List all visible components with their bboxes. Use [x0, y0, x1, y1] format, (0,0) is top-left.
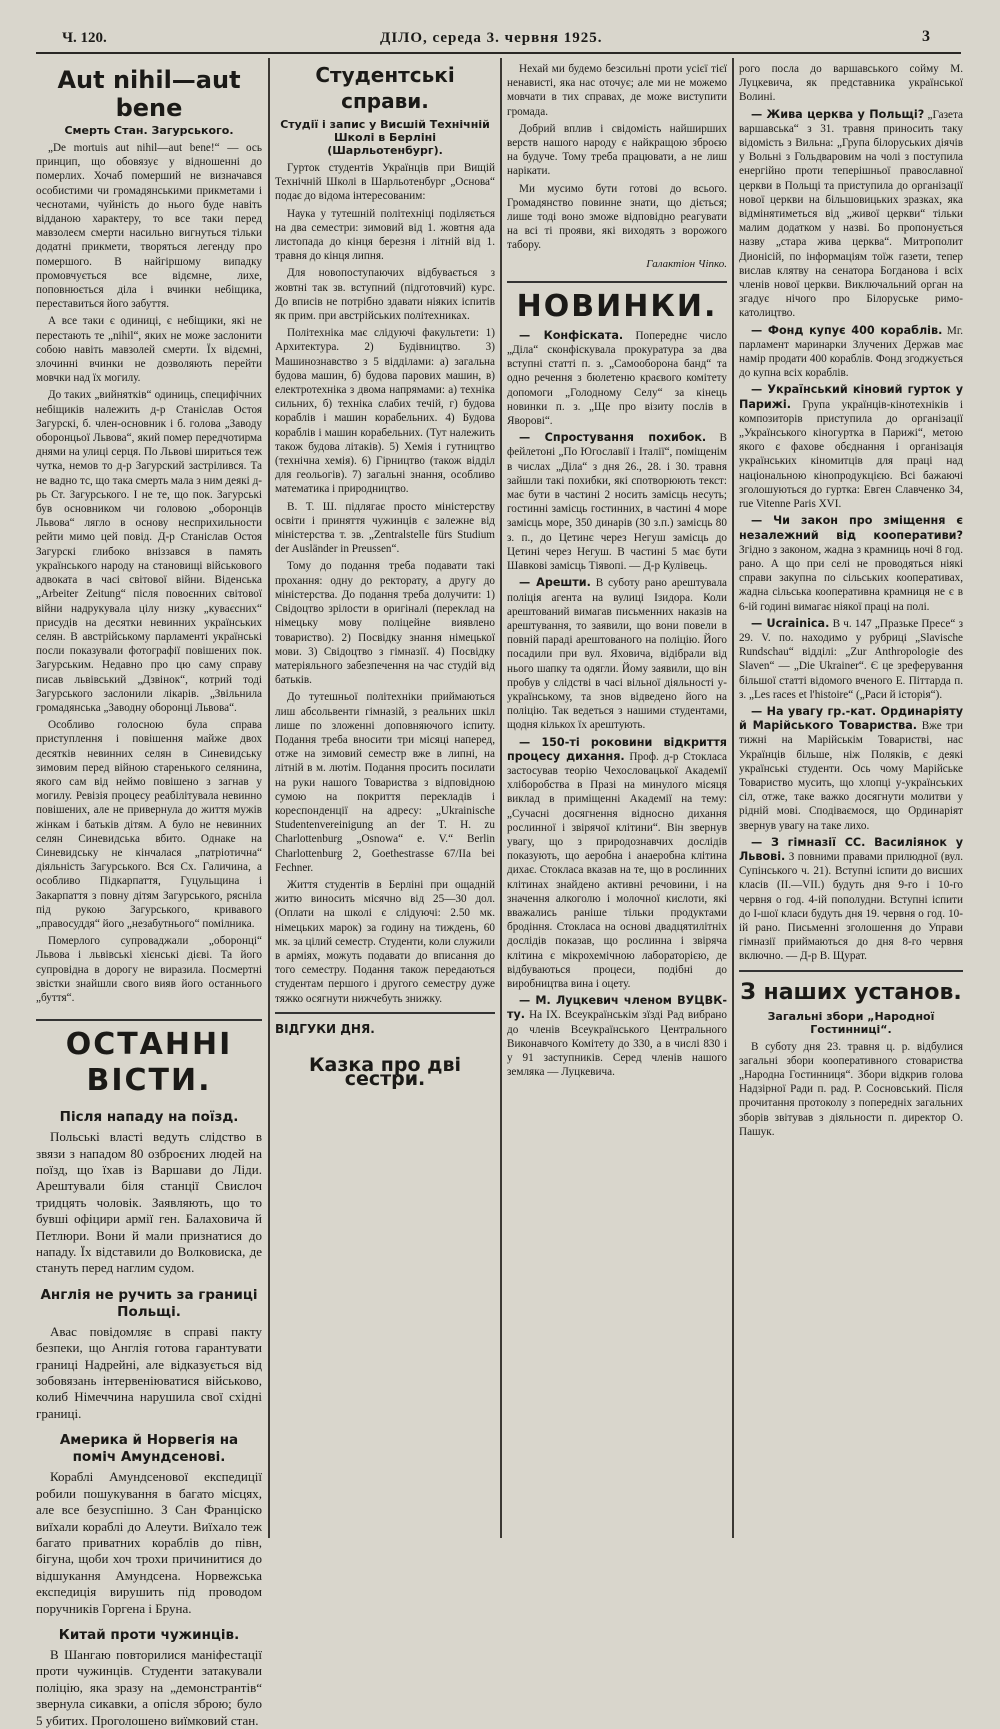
paragraph: Наука у тутешній політехніці поділяється на два семестри: зимовий від 1. жовтня ада листопада до кінця березня і літній від 1. травня до кінця липня.: [275, 207, 495, 263]
news-item: [739, 108, 963, 321]
news-item: [739, 324, 963, 381]
article-body: [275, 161, 495, 1006]
news-lead: — Чи закон про зміщення є незалежний від кооперативи?: [739, 514, 963, 542]
article-title: Aut nihil—aut bene: [57, 66, 241, 122]
news-item: [507, 576, 727, 732]
news-lead: — М. Луцкевич членом ВУЦВК-ту.: [507, 994, 727, 1022]
column-4: [739, 62, 963, 1558]
paragraph: Гурток студентів Українців при Вищій Технічній Школі в Шарльотенбург „Основа“ подає до відома інтересованим:: [275, 162, 495, 203]
news-item: [507, 329, 727, 428]
fairy-tale-title: Казка про дві сестри.: [309, 1053, 461, 1091]
news-text: „Газета варшавська“ з 31. травня приносить таку відомість з Вильна: „Група білоруських діячів у Вольні з Гольдваровим на чолі з поступила енергійно проти теперішньої православної церкви в Польщі та приступила до організації нової церкви на більшовицьких зразках, яка відмінятиметься від „живої церкви“ тільки малим додатком у назві. Бо пропонується назву „стара жива церква“. Митрополит Дионісій, по інформаціям тоїж газети, тепер вислав клятву на сенатора Богданова і всіх членів нової церкви. Виключальний орган на згадує нічого про Білоруське римо-католицтво.: [739, 108, 964, 320]
news-items: [507, 329, 727, 1080]
news-lead: — З гімназії СС. Василіянок у Львові.: [739, 835, 963, 863]
paragraph: Особливо голосною була справа приступлення і повішення майже двох десятків невинних селян в Синевидську зимовим перед війною старенького селянина, якого сам від неймо повішено з загнав у могилу. Ревізія процесу реабілітувала невинно повішених, але не привернула до життя мужів жінкам і батьків дітям. А було не невинних селян Синевидська вбито. Однаке на Синевидську не кінчалася „патріотична“ діяльність Загурського. Вся Сх. Галичина, а особливо Підкарпаття, Гуцульщина і Закарпаття з повну дітям Загурського, рясніла під рукою Загурського, кривавого „правосуддя“ його „незабутнього“ помілника.: [36, 719, 262, 930]
responses-heading: ВІДГУКИ ДНЯ.: [275, 1021, 375, 1036]
divider: [275, 1012, 495, 1014]
author-signature: Галактіон Чіпко.: [646, 257, 727, 270]
paragraph: До таких „вийнятків“ одиниць, специфічних небіщиків належить д-р Станіслав Остоя Загурскі, б. член-основник і б. голова „Заводу оборонцьої Львова“, який помер передчотирма днями на улиці серця. По Львові шириться теж чутка, немов то д-р Загурский застрілився. Та не вадно тс, що така смерть мала з ним деякі д-рь Ст. Загурського. І не те, що пок. Загурські був основником чи головою „оборонців Львова“ лягло в основу несприхильности рейти мимо цей повід. Д-р Станіслав Остоя Загурскі глибоко вніззався в память українського народу на становищі військового адвоката в часі світової війни. Віденська „Arbeiter Zeitung“ після повоєнних світової війни надрукувала цілу низку „куваєсних“ присудів на десятки невинних українських селян. В австрійському парламенті українські посли показували фотографії повішених пок. Загурським. Недавно про цю саму справу писав львівський „Дзвінок“, котрий тоді Загурського заслонили лікарів. „Звільнила громадянська „Заводну оборонці Львова“.: [36, 389, 262, 714]
column-2: [275, 62, 495, 1558]
news-headline: Китай проти чужинців.: [58, 1626, 240, 1643]
column-divider: [500, 58, 502, 1538]
news-lead: — Ucrainica.: [751, 616, 830, 630]
continuation-text: рого посла до варшавського сойму М. Луцкевича, як представника української Волині.: [739, 63, 963, 104]
article-subtitle: Смерть Стан. Загурського.: [64, 124, 234, 137]
news-item: [507, 431, 727, 573]
paragraph: Життя студентів в Берліні при ощадній житю виносить місячно від 25—30 дол. (Оплати на школі є слідуючі: 2.50 мк. німецьких марок) за годину на тиждень, 60 мк. за цілий семестр. Студенти, коли служили в арміях, можуть подавати до вписання до того семестру. Подання також передаються студентам першого і другого семестру дуже тяжко осягнути нижчебуть знижку.: [275, 878, 495, 1005]
divider: [739, 970, 963, 972]
paragraph: Політехніка має слідуючі факультети: 1) Архитектура. 2) Будівництво. 3) Машинознавство з 5 відділами: а) загальна будова машин, б) будова парових машин, в) електротехніка з двома напрямами: а) техніка сильних, б) техніка слабих течій, г) будова кораблів і машин корабельних. 4) Будова кораблів і машин корабельних. (Тут належить також будова літаків). 5) Хемія і гутництво (технічна хемія). 6) Гірництво (також відділ для геольогів). 7) загальні знання, особливо математика і природництво.: [275, 327, 495, 496]
issue-number: Ч. 120.: [62, 30, 107, 46]
page-number: 3: [922, 28, 930, 45]
paragraph: А все таки є одиниці, є небіщики, які не перестають те „nihil“, яких не може заслонити собою навіть мавзолей смерти. Їх відємні, злочинні вчинки не дозволяють перейти мовчки над їх могилу.: [36, 315, 262, 385]
paragraph: Нехай ми будемо безсильні проти усієї тієї ненависті, яка нас оточує; але ми не можемо мовчати в тих справах, де може виступити громада.: [507, 63, 727, 118]
news-lead: — Жива церква у Польщі?: [751, 107, 925, 121]
news-text: В фейлетоні „По Югославії і Італії“, поміщенім в числах „Діла“ з дня 26., 28. і 30. травня зайшли такі похибки, які спотворюють текст: має бути в частині 2 носить замісць несуть; гостинні замісць гостинних, в частині 4 море замісць море, 350 динарів (30 з.п.) замісць 80 з. п., до Цетинє через Негуш замісць до Цетині через Негуш. В частині 5 має бути Шавкові замісць Тіявопі. — Д-р Кулівець.: [507, 432, 727, 573]
news-text: В Шангаю повторилися маніфестації проти чужинців. Студенти затакували поліцію, яка зразу на „демонстрантів“ звернула сикавки, а опісля зброю; було 5 убитих. Проголошено виїмковий стан.: [36, 1646, 262, 1728]
column-divider: [268, 58, 270, 1538]
news-text: Проф. д-р Стокласа застосував теорію Чехословацької Академії хліборобства в Празі на минулого місяця виклад в приміщенні Академії на тему: „Сучасні досягнення відносно дихання рослинної і звірячої клітини“. Він звернув увагу, що з природознавчих дослідів показують, що аеробна і анаеробна клітина дихає. Стокласа вказав на те, що в рослинних клітинах знайдено активні речовини, і на значення алкоголю і молочної кислоти, які вважались раніше тільки продуктами бродіння. Стокласа на основі двадцятилітніх дослідів показав, що рослинна і звіряча клітина є мікрохемічною лабораторією, де відбуваються процеси, подібні до виробництва вина і оцету.: [507, 750, 728, 990]
news-lead: — Український кіновий гурток у Парижі.: [739, 383, 963, 411]
article-subtitle: Студії і запис у Висшій Технічній Школі в Берліні (Шарльотенбург).: [280, 118, 490, 157]
news-text: Попереднє число „Діла“ сконфіскувала прокуратура за два вступні статті п. з. „Самооборона банд“ та одно речення з бюлетеню краєвого комітету допомоги „Голодному Селу“ за кінець новинки п. з. „Ще про візиту послів в Яворові“.: [507, 329, 728, 428]
news-item: [739, 705, 963, 833]
column-3: [507, 62, 727, 1558]
paragraph: В. Т. Ш. підлягає просто міністерству освіти і приняття чужинців є залежне від міністерства т. зв. „Zentralstelle fürs Studium der Ausländer in Preussen“.: [275, 500, 495, 556]
section-text: В суботу дня 23. травня ц. р. відбулися загальні збори кооперативного стовариства „Народна Гостинниця“. Збори відкрив голова Надзірної Ради п. рад. Р. Сосновський. Після прочитання протоколу з попередніх загальних зборів звітував з діяльности п. директор О. Пашук.: [739, 1040, 963, 1138]
news-items: [739, 108, 963, 964]
news-headline: Америка й Норвегія на поміч Амундсенові.: [59, 1432, 239, 1466]
news-section-title: ОСТАННІ ВІСТИ.: [36, 1019, 262, 1099]
news-lead: — На увагу гр.-кат. Ординаріяту й Марійського Товариства.: [739, 704, 963, 733]
news-text: Мг. парламент маринарки Злучених Держав має намір продати 400 кораблів. Фонд згоджується до купна всіх кораблів.: [739, 324, 963, 380]
paragraph: До тутешньої політехніки приймаються лиш абсольвенти гімназій, з реальних шкіл лише по зложенні доповняючого іспиту. Подання треба вносити три місяці наперед, отже на зимовий семестр вже в липні, на літній в м. лютім. Подання просить посилати на руки нашого Товариства з відповідною сумою на покриття перекладів і кореспонденції на адресу: „Ukrainische Studentenvereinigung an der T. H. zu Charlottenburg „Osnowa“ e. V.“ Berlin Charlottenburg 2, Goethestrasse 67/ІІа bei Fechner.: [275, 691, 495, 874]
news-item: [739, 514, 963, 613]
page-header: [0, 0, 1000, 54]
news-item: [739, 836, 963, 964]
article-body: [36, 141, 262, 1005]
header-rule: [36, 52, 961, 54]
news-text: В суботу рано арештувала поліція агента на вулиці Ізидора. Коли арештований вимагав письменних наказів на арештування, то заявили, що вони повели в повній параді арештованого на поліцію. Його посадили при вул. Яховича, відібрали від нього шапку та одягли. Йому заявили, що він пробув у слідстві в часі вільної діяльності у-українському, та знов відведено його на поліцію. Так ведеться з нашими студентами, щодня кількох їх арештують.: [507, 577, 728, 732]
news-text: Вже три тижні на Марійськім Товаристві, нас Українців більше, ніж Поляків, є деякі українські студенти. Ось чому Марійське Товариство мусить, що хлопці у-українських сіл, отже, таке важко досягнути молитви у рідній мові. Сподіваємося, що Ординаріят звернув увагу на таке лихо.: [739, 720, 964, 832]
article-continuation: [507, 62, 727, 253]
news-text: Кораблі Амундсенової експедиції робили пошукування в багато місцях, але все безуспішно. З Сан Франціско виїхали кораблі до Алеути. Виїхало теж багато приватних кораблів до півн, бігуна, щоби хоч трохи причинитися до відшукання Амундсена. Норвежська експедиція вирушить під проводом поручників Горгена і Бруна.: [36, 1469, 262, 1616]
news-item: [739, 617, 963, 702]
news-lead: — Арешти.: [519, 576, 591, 590]
news-text: На IX. Всеукраїнськім зїзді Рад вибрано до членів Всеукраїнського Центрального Виконавчого Комітету до 330, а в числі 830 і у 91 заступників. Серед членів нашого земляка — Луцкевича.: [507, 1009, 727, 1079]
paragraph: Добрий вплив і свідомість найширших верств нашого народу є найкращою зброєю на будуче. Тому треба працювати, а не лиш нарікати.: [507, 122, 727, 178]
news-lead: — Фонд купує 400 кораблів.: [751, 323, 943, 337]
paragraph: Померлого супроваджали „оборонці“ Львова і львівські хієнські дієві. Та його супровідна в дорогу не виразила. Посмертні звістки знайшли свого вияв його останнього „буття“.: [36, 935, 262, 1004]
news-text: Згідно з законом, жадна з крамниць ночі 8 год. рано. А що при селі не проводяться ніякі справи закупна по сільських кооперативах, жадна сільська кооперативна крамниця не є в 6-ій годині вимагає ніякої праці на полі.: [739, 543, 963, 613]
news-item: [507, 736, 727, 992]
latest-news: [36, 1109, 262, 1729]
column-1: [36, 62, 262, 1728]
news-lead: — Спростування похибок.: [519, 431, 707, 445]
news-lead: — Конфіската.: [519, 328, 624, 342]
news-text: Група українців-кінотехніків і композиторів приступила до організації „Українського кіногуртка в Парижі“, метою якого є фахове обєднання і організація українських кіномитців для праці над національною кінопродукцією. Всі бажаючі зголошуються до гуртка: Евген Славченко 34, rue Vitenne Paris XVI.: [739, 398, 963, 511]
news-item: [739, 383, 963, 511]
paragraph: Тому до подання треба подавати такі прохання: одну до ректорату, а другу до міністерства. До подання треба долучити: 1) Свідоцтво зрілости в оригіналі (переклад на німецьку мову поліцейне виявлено товариство). 2) Посвідку знання німецької мови. 3) Свідоцтво з гімназії. 4) Посвідку матеріяльного забезпечення на час студій від батьків.: [275, 560, 495, 687]
masthead-date: ДІЛО, середа 3. червня 1925.: [380, 30, 603, 46]
paragraph: Ми мусимо бути готові до всього. Громадянство повинне знати, що діється; лише тоді воно зможе відповідно реагувати на всі ті прояви, які виходять з ворожого табору.: [507, 182, 727, 252]
news-text: В ч. 147 „Празьке Пресе“ з 29. V. по. находимо у рубриці „Slavische Rundschau“ відділі: „Zur Anthropologie des Slaven“ — „Die Ukrainer“. Є це зреферування більшої статті відомого вченого Е. Піттарда п. з. „Les races et l'histoire“ („Раси й історія“).: [739, 617, 963, 701]
news-text: З повними правами прилюдної (вул. Супінського ч. 21). Вступні іспити до висших класів (ІІ.—VII.) будуть дня 9-го і 10-го червня о год. 4-ій пополудни. Вступні іспити до І-шої класи будуть дня 19. червня о год. 10-ій рано. Письменні зголошення до Управи гімназії приймаються до дня 8-го червня включно. — Д-р В. Щурат.: [739, 850, 964, 963]
news-headline: Після нападу на поїзд.: [59, 1109, 239, 1126]
column-divider: [732, 58, 734, 1538]
news-text: Польські власті ведуть слідство в звязи з нападом 80 озброєних людей на поїзд, що їхав із Варшави до Ліди. Арештували біля станції Свислоч тридцять чоловік. Заявляють, що то бувші офіцири армії ген. Балаховича й Петлюри. Вони й мали признатися до нападу. Їх відставили до Волковиска, де стануть перед наглим судом.: [36, 1129, 262, 1276]
news-item: [507, 994, 727, 1079]
news-headline: Англія не ручить за границі Польщі.: [40, 1286, 258, 1320]
section-title: З наших установ.: [740, 979, 962, 1005]
section-subtitle: Загальні збори „Народної Гостинниці“.: [767, 1009, 935, 1036]
news-section-title: НОВИНКИ.: [507, 281, 727, 325]
paragraph: Для новопоступаючих відбувається з жовтні так зв. вступний (підготовчий) курс. До вписів не потрібно здавати ніяких іспитів як прим. при австрійських політехниках.: [275, 267, 495, 323]
news-text: Авас повідомляє в справі пакту безпеки, що Англія готова гарантувати границі Надрейні, але відказується від зобовязань інтервеніюватися військово, колиб Німеччина нарушила свої східні границі.: [36, 1323, 262, 1421]
article-title: Студентські справи.: [315, 63, 455, 113]
news-lead: — 150-ті роковини відкриття процесу дихання.: [507, 735, 727, 763]
paragraph: „De mortuis aut nihil—aut bene!“ — ось принцип, що обовязує у відношенні до померлих. Хочаб померший не визначався особистими чи громадянськими прикметами і чеснотами, чуйність до нього буде навіть відданою характеру, то все таки перед мавзолеєм смерти насильно вигнуться тільки додатні прикмети, творяться легенду про помершого. В найгіршому випадку промовчується все відємне, лихе, поповнюється діла і вчинки небіщика, переставиться його забуття.: [36, 142, 262, 311]
